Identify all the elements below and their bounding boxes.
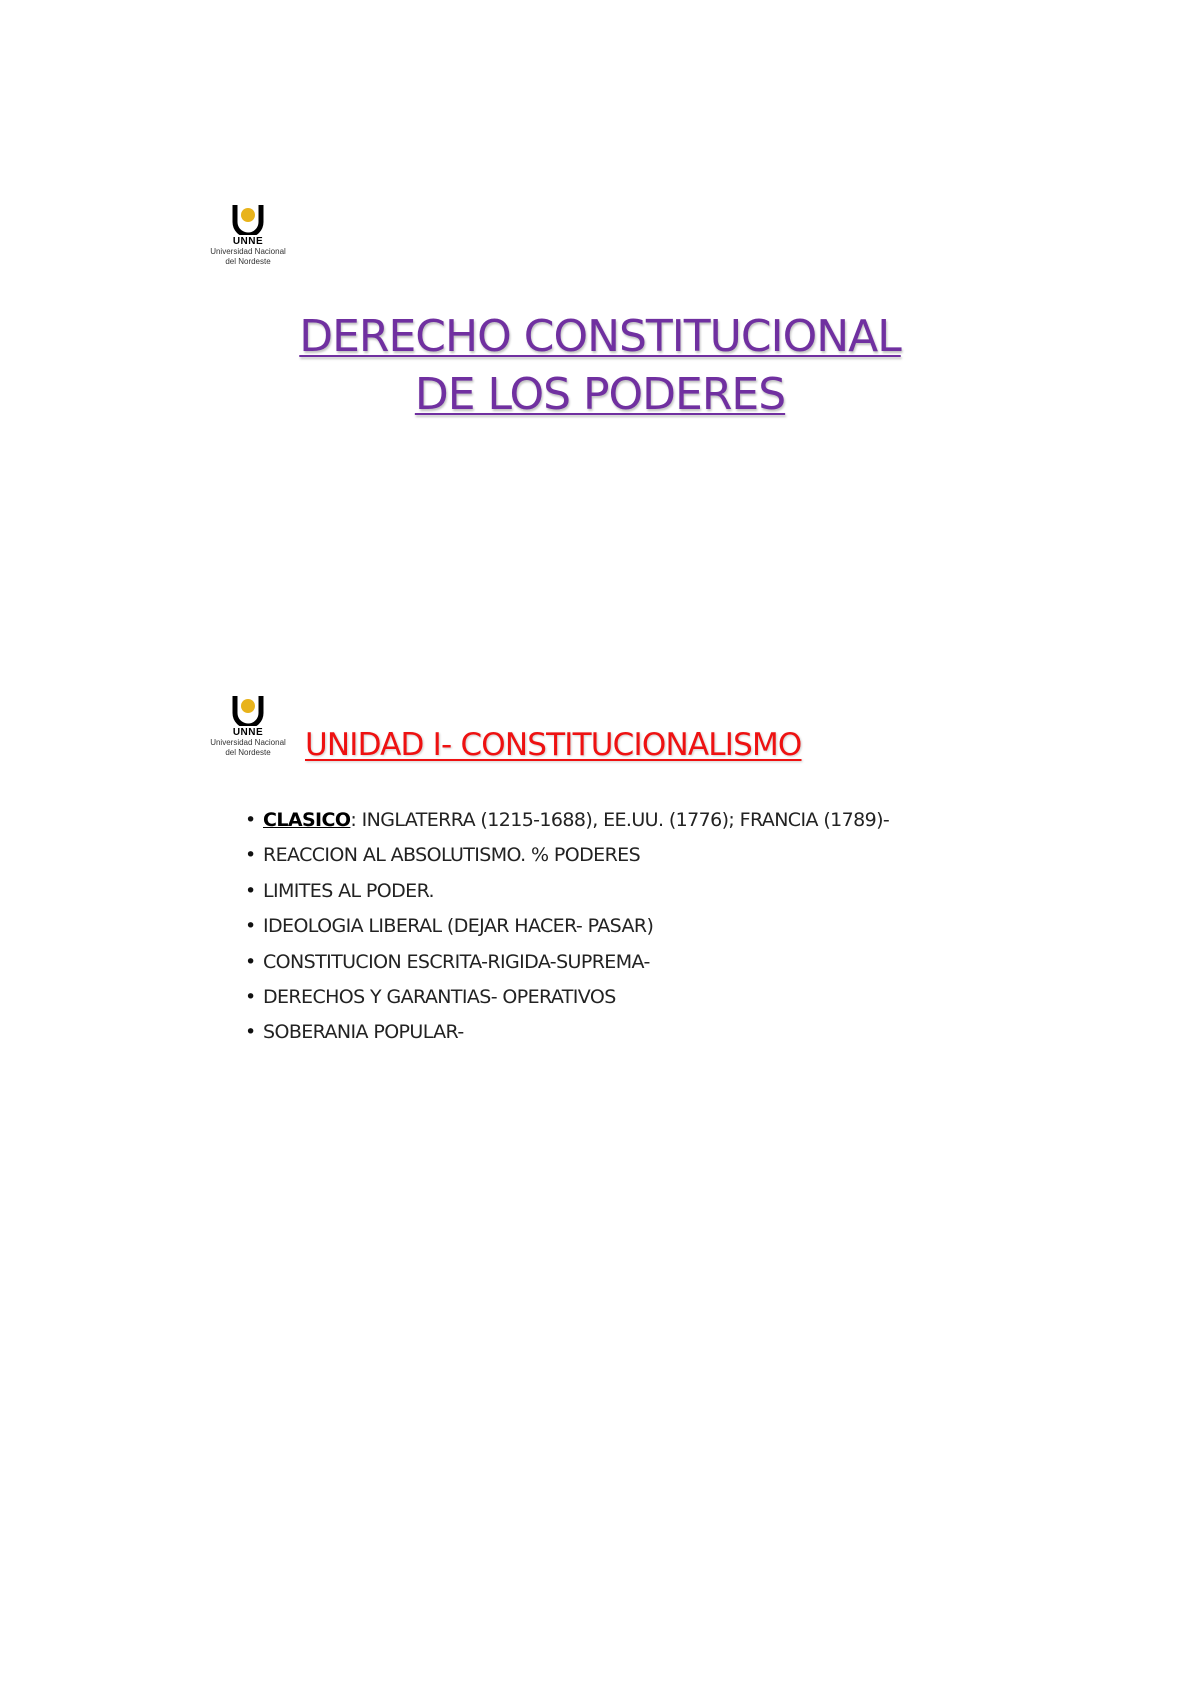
unit-title: UNIDAD I- CONSTITUCIONALISMO: [305, 727, 802, 763]
bullet-text: SOBERANIA POPULAR-: [263, 1021, 464, 1044]
cover-title-line-1: DERECHO CONSTITUCIONAL: [299, 311, 901, 362]
logo-line-2: del Nordeste: [225, 748, 271, 757]
bullet-text: DERECHOS Y GARANTIAS- OPERATIVOS: [263, 986, 616, 1009]
logo-line-1: Universidad Nacional: [210, 247, 286, 256]
bullet-icon: •: [245, 1021, 256, 1044]
sun-icon: [241, 699, 255, 713]
sun-icon: [241, 208, 255, 222]
bullet-item: [245, 1015, 889, 1050]
logo-line-2: del Nordeste: [225, 257, 271, 266]
bullet-text: LIMITES AL PODER.: [263, 879, 434, 902]
unne-emblem-icon: [230, 696, 266, 726]
logo-line-1: Universidad Nacional: [210, 738, 286, 747]
bullet-item: [245, 803, 889, 838]
logo-acronym: UNNE: [232, 236, 264, 247]
bullet-text: IDEOLOGIA LIBERAL (DEJAR HACER- PASAR): [263, 915, 654, 938]
bullet-icon: •: [245, 809, 256, 831]
bullet-item: [245, 838, 889, 873]
bullet-icon: •: [245, 844, 256, 867]
unne-logo: [200, 696, 296, 758]
bullet-text: REACCION AL ABSOLUTISMO. % PODERES: [263, 844, 641, 867]
bullet-icon: •: [245, 986, 256, 1009]
logo-acronym: UNNE: [232, 727, 264, 738]
bullet-icon: •: [245, 879, 256, 902]
bullet-item: [245, 945, 889, 980]
bullet-lead: CLASICO: [263, 809, 351, 831]
bullet-list: [245, 803, 889, 1051]
bullet-item: [245, 874, 889, 909]
bullet-item: [245, 909, 889, 944]
bullet-text: : INGLATERRA (1215-1688), EE.UU. (1776); FRANCIA (1789)-: [350, 809, 890, 831]
cover-title-line-2: DE LOS PODERES: [414, 369, 786, 420]
bullet-text: CONSTITUCION ESCRITA-RIGIDA-SUPREMA-: [263, 950, 650, 973]
cover-title: [0, 308, 1200, 424]
cover-slide: [0, 0, 1200, 600]
unne-emblem-icon: [230, 205, 266, 235]
unne-logo: [200, 205, 296, 267]
bullet-item: [245, 980, 889, 1015]
bullet-icon: •: [245, 915, 256, 938]
bullet-icon: •: [245, 950, 256, 973]
